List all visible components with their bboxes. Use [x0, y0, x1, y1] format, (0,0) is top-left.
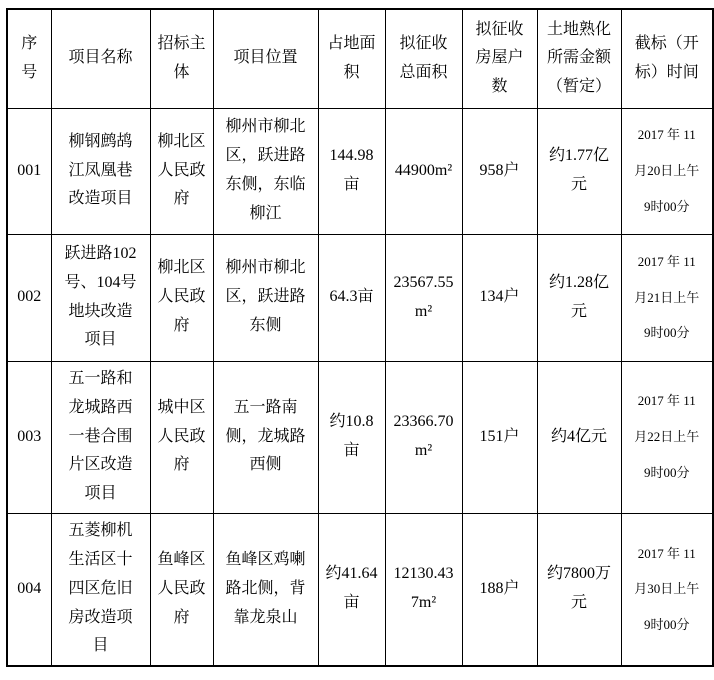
header-deadline: 截标（开标）时间	[621, 9, 713, 108]
cell-total-area: 23567.55m²	[385, 234, 462, 361]
cell-deadline	[621, 361, 713, 513]
cell-bidding-entity: 城中区人民政府	[150, 361, 213, 513]
cell-amount: 约7800万元	[537, 513, 621, 666]
cell-households: 134户	[462, 234, 537, 361]
cell-total-area: 23366.70m²	[385, 361, 462, 513]
cell-total-area: 44900m²	[385, 108, 462, 234]
cell-amount: 约1.77亿元	[537, 108, 621, 234]
table-row	[7, 513, 713, 666]
deadline-line: 2017 年 11	[637, 545, 696, 561]
cell-land-area: 约10.8亩	[318, 361, 385, 513]
cell-households: 188户	[462, 513, 537, 666]
cell-seq: 004	[7, 513, 51, 666]
header-location: 项目位置	[213, 9, 318, 108]
cell-project-name: 五一路和龙城路西一巷合围片区改造项目	[51, 361, 150, 513]
table-body	[7, 108, 713, 666]
deadline-line: 2017 年 11	[637, 253, 696, 269]
deadline-line: 2017 年 11	[637, 127, 696, 143]
header-households: 拟征收房屋户数	[462, 9, 537, 108]
cell-location: 柳州市柳北区，跃进路东侧，东临柳江	[213, 108, 318, 234]
deadline-line: 月20日上午	[634, 163, 700, 179]
deadline-line: 2017 年 11	[637, 393, 696, 409]
header-seq: 序号	[7, 9, 51, 108]
deadline-line: 月21日上午	[634, 289, 700, 305]
header-project-name: 项目名称	[51, 9, 150, 108]
cell-location: 五一路南侧，龙城路西侧	[213, 361, 318, 513]
table-row	[7, 108, 713, 234]
cell-location: 柳州市柳北区，跃进路东侧	[213, 234, 318, 361]
projects-table	[6, 8, 714, 667]
deadline-line: 月22日上午	[634, 429, 700, 445]
cell-amount: 约4亿元	[537, 361, 621, 513]
cell-project-name: 跃进路102号、104号地块改造项目	[51, 234, 150, 361]
header-land-area: 占地面积	[318, 9, 385, 108]
deadline-line: 9时00分	[643, 464, 690, 480]
header-row	[7, 9, 713, 108]
cell-project-name: 五菱柳机生活区十四区危旧房改造项目	[51, 513, 150, 666]
cell-land-area: 64.3亩	[318, 234, 385, 361]
cell-seq: 002	[7, 234, 51, 361]
table-row	[7, 361, 713, 513]
cell-households: 958户	[462, 108, 537, 234]
cell-households: 151户	[462, 361, 537, 513]
cell-deadline	[621, 108, 713, 234]
cell-project-name: 柳钢鹧鸪江凤凰巷改造项目	[51, 108, 150, 234]
cell-total-area: 12130.437m²	[385, 513, 462, 666]
cell-seq: 001	[7, 108, 51, 234]
table-header	[7, 9, 713, 108]
cell-bidding-entity: 柳北区人民政府	[150, 234, 213, 361]
cell-land-area: 144.98亩	[318, 108, 385, 234]
header-amount: 土地熟化所需金额（暂定）	[537, 9, 621, 108]
header-total-area: 拟征收总面积	[385, 9, 462, 108]
table-row	[7, 234, 713, 361]
cell-land-area: 约41.64亩	[318, 513, 385, 666]
cell-bidding-entity: 柳北区人民政府	[150, 108, 213, 234]
cell-bidding-entity: 鱼峰区人民政府	[150, 513, 213, 666]
cell-deadline	[621, 513, 713, 666]
cell-seq: 003	[7, 361, 51, 513]
cell-amount: 约1.28亿元	[537, 234, 621, 361]
cell-location: 鱼峰区鸡喇路北侧，背靠龙泉山	[213, 513, 318, 666]
header-bidding-entity: 招标主体	[150, 9, 213, 108]
deadline-line: 月30日上午	[634, 581, 700, 597]
cell-deadline	[621, 234, 713, 361]
deadline-line: 9时00分	[643, 325, 690, 341]
deadline-line: 9时00分	[643, 617, 690, 633]
deadline-line: 9时00分	[643, 198, 690, 214]
